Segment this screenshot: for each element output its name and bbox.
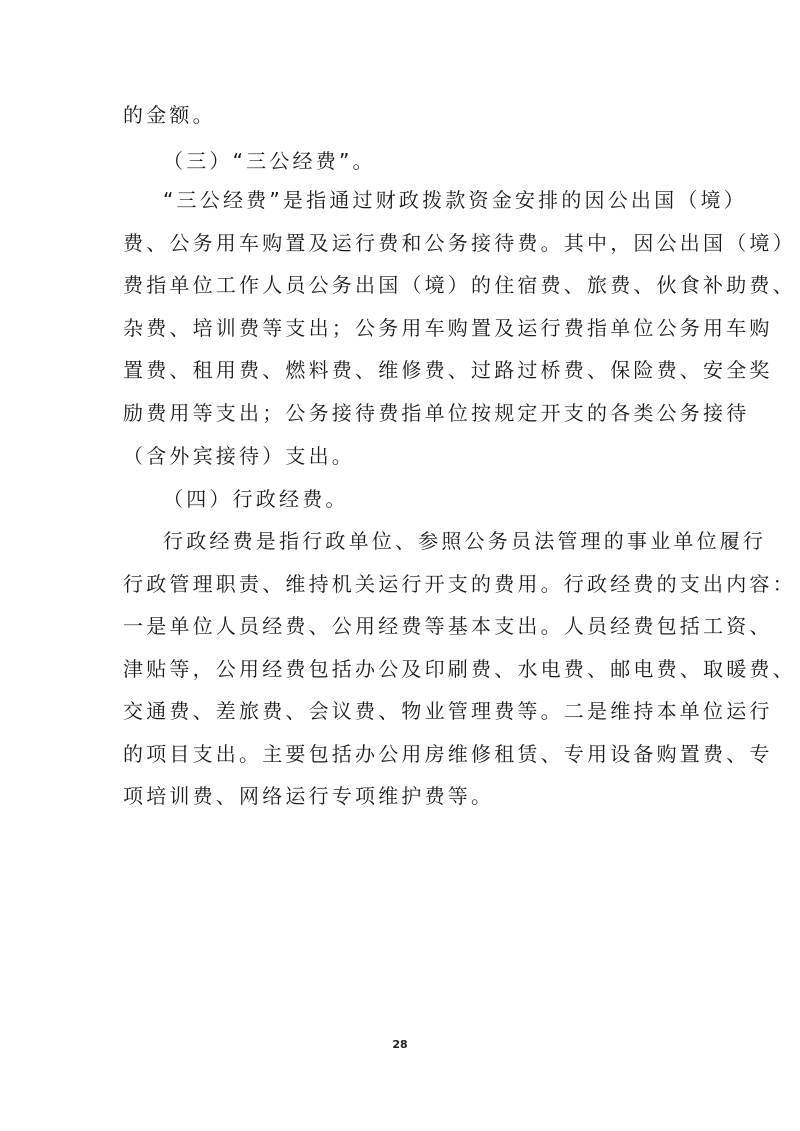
text-line: 行政经费是指行政单位、参照公务员法管理的事业单位履行 [163,529,767,553]
text-line: （含外宾接待）支出。 [123,444,355,468]
text-line: 行政管理职责、维持机关运行开支的费用。行政经费的支出内容： [123,572,796,596]
text-line: 的项目支出。主要包括办公用房维修租赁、专用设备购置费、专 [123,742,773,766]
text-line: 杂费、培训费等支出；公务用车购置及运行费指单位公务用车购 [123,316,773,340]
text-line: 置费、租用费、燃料费、维修费、过路过桥费、保险费、安全奖 [123,358,773,382]
text-line: 项培训费、网络运行专项维护费等。 [123,784,495,808]
text-line: 费指单位工作人员公务出国（境）的住宿费、旅费、伙食补助费、 [123,273,796,297]
section-heading-four: （四）行政经费。 [163,487,349,511]
text-line: “三公经费”是指通过财政拨款资金安排的因公出国（境） [163,188,747,212]
section-heading-three: （三）“三公经费”。 [163,149,376,173]
text-line: 津贴等，公用经费包括办公及印刷费、水电费、邮电费、取暖费、 [123,657,796,681]
text-line: 励费用等支出；公务接待费指单位按规定开支的各类公务接待 [123,401,750,425]
page-number: 28 [392,1038,408,1051]
text-line: 交通费、差旅费、会议费、物业管理费等。二是维持本单位运行 [123,699,773,723]
text-line: 的金额。 [123,103,216,127]
text-line: 一是单位人员经费、公用经费等基本支出。人员经费包括工资、 [123,614,773,638]
text-line: 费、公务用车购置及运行费和公务接待费。其中，因公出国（境） [123,231,796,255]
